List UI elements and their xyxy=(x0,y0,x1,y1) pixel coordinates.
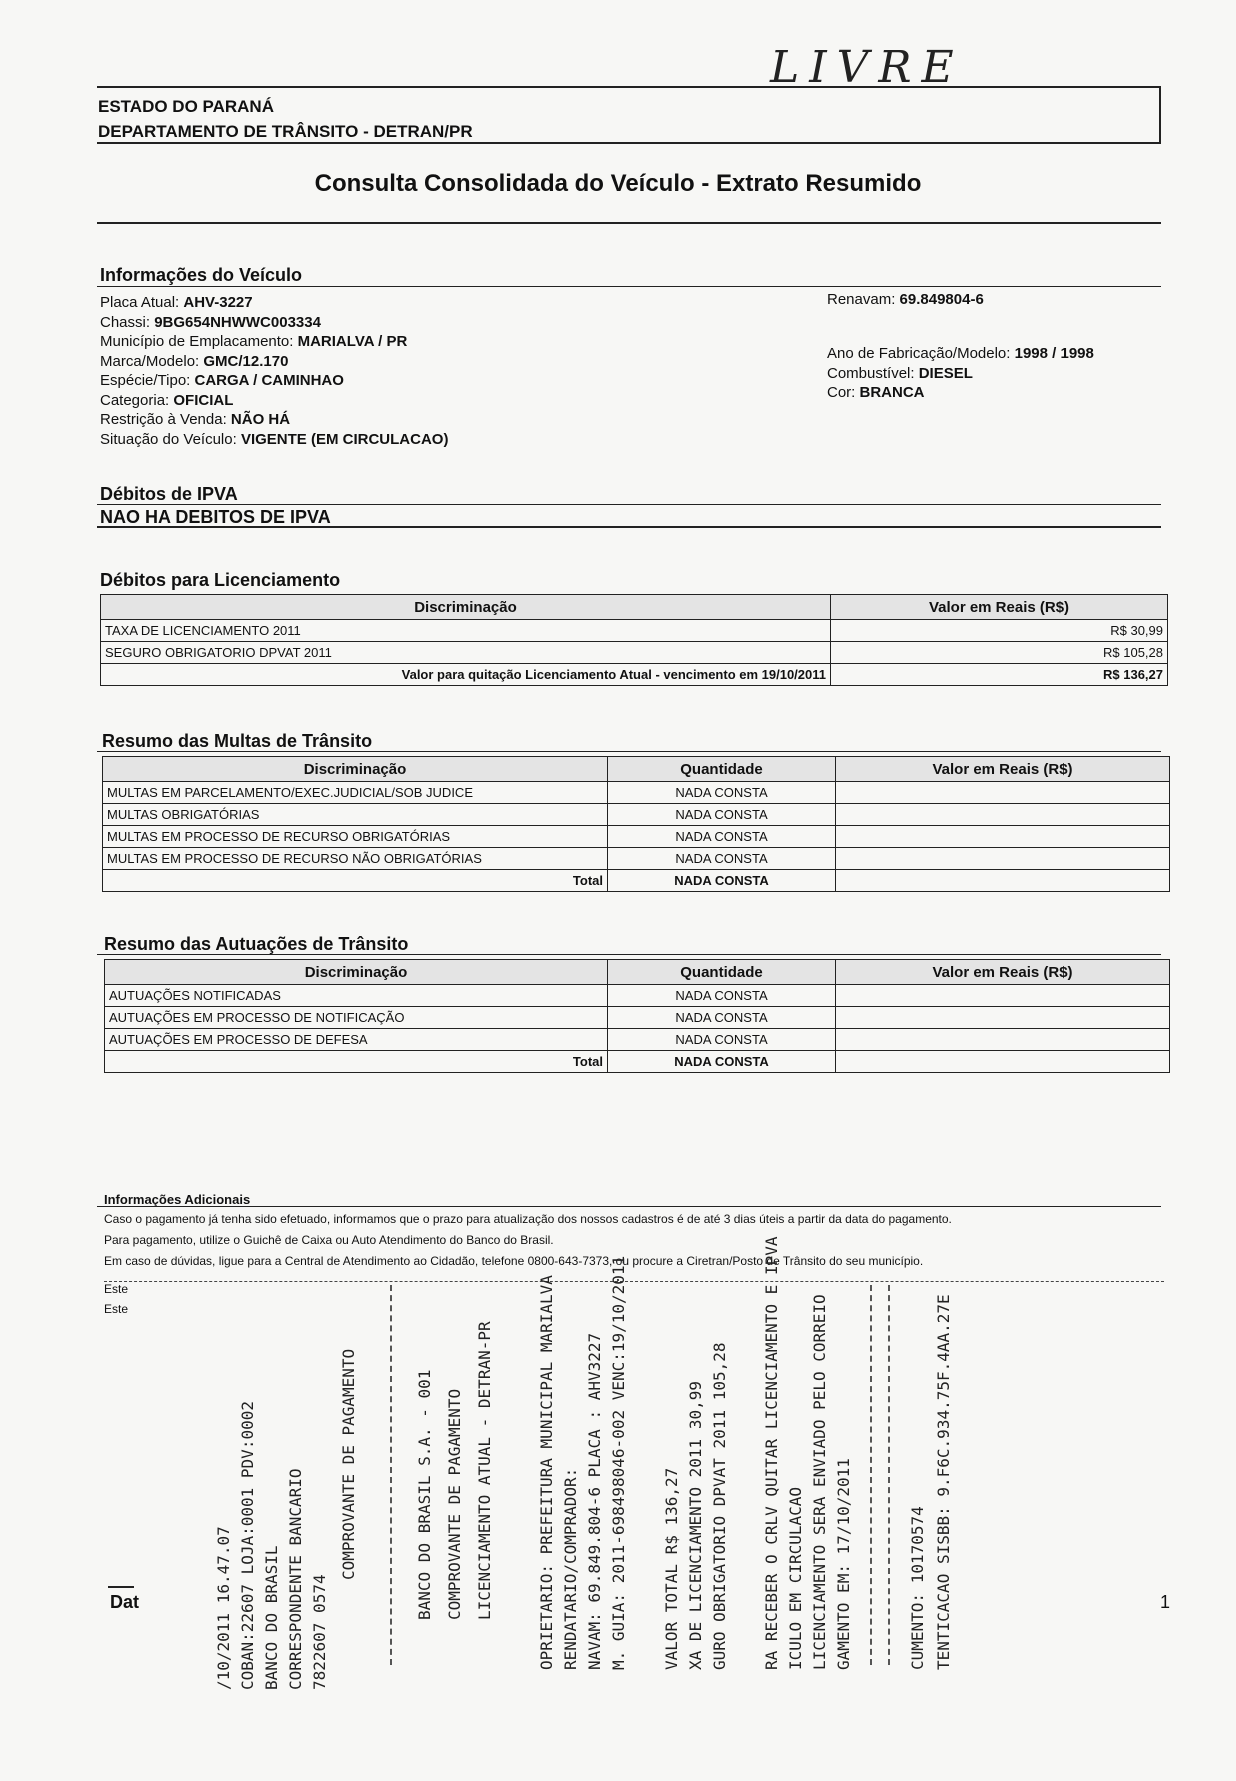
row-desc: MULTAS EM PROCESSO DE RECURSO OBRIGATÓRIAS xyxy=(103,826,608,848)
info-restricao xyxy=(100,410,448,430)
licenciamento-table xyxy=(100,594,1168,686)
row-desc: MULTAS EM PROCESSO DE RECURSO NÃO OBRIGATÓRIAS xyxy=(103,848,608,870)
row-desc: TAXA DE LICENCIAMENTO 2011 xyxy=(101,620,831,642)
dat-mark xyxy=(108,1586,134,1588)
table-row xyxy=(105,1029,1170,1051)
receipt-line: CORRESPONDENTE BANCARIO xyxy=(286,1468,305,1690)
col-discriminacao: Discriminação xyxy=(103,757,608,782)
info-value: GMC/12.170 xyxy=(203,352,289,370)
row-qty: NADA CONSTA xyxy=(608,804,836,826)
info-cor xyxy=(827,383,1094,403)
col-valor: Valor em Reais (R$) xyxy=(831,595,1168,620)
additional-line: Em caso de dúvidas, ligue para a Central de Atendimento ao Cidadão, telefone 0800-643-7373, ou procure a Ciretran/Posto de Trânsito do seu município. xyxy=(104,1254,924,1268)
page-title: Consulta Consolidada do Veículo - Extrato Resumido xyxy=(314,170,922,197)
receipt-col-3 xyxy=(410,1321,500,1620)
total-row xyxy=(103,870,1170,892)
info-label: Marca/Modelo: xyxy=(100,352,200,370)
info-combustivel xyxy=(827,364,1094,384)
autuacoes-divider xyxy=(97,954,1161,955)
autuacoes-section-title: Resumo das Autuações de Trânsito xyxy=(104,934,409,954)
info-label: Espécie/Tipo: xyxy=(100,372,191,389)
total-label: Valor para quitação Licenciamento Atual - vencimento em 19/10/2011 xyxy=(101,664,831,686)
info-value: OFICIAL xyxy=(173,391,234,409)
info-value: DIESEL xyxy=(918,364,973,382)
receipt-line: CUMENTO: 10170574 xyxy=(908,1506,927,1670)
col-valor: Valor em Reais (R$) xyxy=(836,960,1170,985)
receipt-line: 7822607 0574 xyxy=(310,1574,329,1690)
info-label: Categoria: xyxy=(100,391,170,409)
vehicle-info-right xyxy=(827,344,1094,403)
handwritten-note: LIVRE xyxy=(770,42,964,93)
info-chassi xyxy=(100,313,448,333)
row-desc: SEGURO OBRIGATORIO DPVAT 2011 xyxy=(101,642,831,664)
total-row xyxy=(105,1051,1170,1073)
row-value: R$ 30,99 xyxy=(831,620,1168,642)
info-label: Cor: xyxy=(827,384,856,401)
vehicle-divider xyxy=(97,286,1161,287)
receipt-line: M. GUIA: 2011-698498046-002 VENC:19/10/2011 xyxy=(609,1255,628,1670)
receipt-line: GURO OBRIGATORIO DPVAT 2011 105,28 xyxy=(710,1342,729,1670)
row-value xyxy=(836,826,1170,848)
additional-line: Para pagamento, utilize o Guichê de Caixa ou Auto Atendimento do Banco do Brasil. xyxy=(104,1233,554,1247)
info-label: Placa Atual: xyxy=(100,294,180,311)
row-qty: NADA CONSTA xyxy=(608,848,836,870)
total-qty: NADA CONSTA xyxy=(608,1051,836,1073)
row-desc: AUTUAÇÕES EM PROCESSO DE NOTIFICAÇÃO xyxy=(105,1007,608,1029)
total-value xyxy=(836,1051,1170,1073)
multas-table xyxy=(102,756,1170,892)
row-value xyxy=(836,1007,1170,1029)
row-value xyxy=(836,848,1170,870)
total-qty: NADA CONSTA xyxy=(608,870,836,892)
receipt-line: ICULO EM CIRCULACAO xyxy=(786,1486,805,1670)
info-marca xyxy=(100,352,448,372)
page-number: 1 xyxy=(1160,1592,1171,1612)
receipt-line: BANCO DO BRASIL xyxy=(262,1545,281,1690)
info-label: Município de Emplacamento: xyxy=(100,333,294,350)
info-label: Situação do Veículo: xyxy=(100,430,237,448)
receipt-line: RENDATARIO/COMPRADOR: xyxy=(561,1467,580,1670)
receipt-separator xyxy=(888,1285,890,1665)
table-row xyxy=(101,620,1168,642)
department-name: DEPARTAMENTO DE TRÂNSITO - DETRAN/PR xyxy=(98,122,473,141)
autuacoes-table xyxy=(104,959,1170,1073)
ipva-divider-top xyxy=(97,504,1161,505)
ipva-status: NAO HA DEBITOS DE IPVA xyxy=(100,507,331,527)
info-value: NÃO HÁ xyxy=(230,411,291,428)
col-discriminacao: Discriminação xyxy=(101,595,831,620)
receipt-line: XA DE LICENCIAMENTO 2011 30,99 xyxy=(686,1381,705,1670)
info-categoria xyxy=(100,391,448,411)
info-value: 1998 / 1998 xyxy=(1014,345,1094,362)
info-value: VIGENTE (EM CIRCULACAO) xyxy=(240,430,449,448)
col-quantidade: Quantidade xyxy=(608,960,836,985)
info-label: Ano de Fabricação/Modelo: xyxy=(827,345,1011,362)
table-row xyxy=(103,804,1170,826)
table-row xyxy=(103,826,1170,848)
ipva-section-title: Débitos de IPVA xyxy=(100,484,238,504)
licenciamento-section-title: Débitos para Licenciamento xyxy=(100,570,341,590)
row-desc: AUTUAÇÕES NOTIFICADAS xyxy=(105,985,608,1007)
additional-line: Caso o pagamento já tenha sido efetuado, informamos que o prazo para atualização dos nossos cadastros é de até 3 dias úteis a partir da data do pagamento. xyxy=(104,1212,952,1226)
total-value xyxy=(836,870,1170,892)
info-placa xyxy=(100,293,448,313)
receipt-divider xyxy=(104,1281,1164,1282)
info-value: AHV-3227 xyxy=(183,294,253,311)
col-quantidade: Quantidade xyxy=(608,757,836,782)
info-label: Combustível: xyxy=(827,364,915,382)
total-value: R$ 136,27 xyxy=(831,664,1168,686)
row-qty: NADA CONSTA xyxy=(608,826,836,848)
row-desc: AUTUAÇÕES EM PROCESSO DE DEFESA xyxy=(105,1029,608,1051)
receipt-col-5 xyxy=(660,1342,732,1670)
row-value xyxy=(836,782,1170,804)
info-situacao xyxy=(100,430,448,450)
row-desc: MULTAS OBRIGATÓRIAS xyxy=(103,804,608,826)
table-row xyxy=(105,1007,1170,1029)
info-renavam xyxy=(827,290,984,310)
receipt-line: NAVAM: 69.849.804-6 PLACA : AHV3227 xyxy=(585,1332,604,1670)
info-municipio xyxy=(100,332,448,352)
receipt-separator xyxy=(870,1285,872,1665)
receipt-line: COBAN:22607 LOJA:0001 PDV:0002 xyxy=(238,1401,257,1690)
receipt-line: BANCO DO BRASIL S.A. - 001 xyxy=(415,1369,434,1620)
info-value: CARGA / CAMINHAO xyxy=(194,372,344,389)
table-row xyxy=(101,642,1168,664)
receipt-line: COMPROVANTE DE PAGAMENTO xyxy=(445,1388,464,1620)
vehicle-section-title: Informações do Veículo xyxy=(100,265,303,285)
table-row xyxy=(105,985,1170,1007)
receipt-col-6 xyxy=(760,1237,856,1670)
receipt-line: TENTICACAO SISBB: 9.F6C.934.75F.4AA.27E xyxy=(934,1294,953,1670)
info-especie xyxy=(100,371,448,391)
info-label: Chassi: xyxy=(100,313,151,331)
multas-section-title: Resumo das Multas de Trânsito xyxy=(102,731,373,751)
receipt-col-1 xyxy=(212,1401,332,1690)
col-discriminacao: Discriminação xyxy=(105,960,608,985)
receipt-col-2 xyxy=(337,1349,361,1580)
info-label: Renavam: xyxy=(827,291,896,308)
state-name: ESTADO DO PARANÁ xyxy=(98,97,274,116)
receipt-col-7 xyxy=(905,1294,957,1670)
este-label-1: Este xyxy=(104,1282,129,1296)
total-label: Total xyxy=(103,870,608,892)
row-qty: NADA CONSTA xyxy=(608,782,836,804)
receipt-line: LICENCIAMENTO SERA ENVIADO PELO CORREIO xyxy=(810,1294,829,1670)
table-header-row xyxy=(101,595,1168,620)
table-header-row xyxy=(103,757,1170,782)
receipt-line: OPRIETARIO: PREFEITURA MUNICIPAL MARIALVA xyxy=(537,1275,556,1670)
multas-divider xyxy=(97,751,1161,752)
row-value xyxy=(836,804,1170,826)
row-desc: MULTAS EM PARCELAMENTO/EXEC.JUDICIAL/SOB JUDICE xyxy=(103,782,608,804)
total-row xyxy=(101,664,1168,686)
info-label: Restrição à Venda: xyxy=(100,411,227,428)
additional-divider xyxy=(97,1206,1161,1207)
receipt-line: /10/2011 16.47.07 xyxy=(214,1526,233,1690)
receipt-line: RA RECEBER O CRLV QUITAR LICENCIAMENTO E IPVA xyxy=(762,1236,781,1670)
row-qty: NADA CONSTA xyxy=(608,1029,836,1051)
row-value xyxy=(836,985,1170,1007)
ipva-divider-bottom xyxy=(97,526,1161,528)
row-value: R$ 105,28 xyxy=(831,642,1168,664)
info-value: MARIALVA / PR xyxy=(297,333,408,350)
info-value: BRANCA xyxy=(859,384,925,401)
table-header-row xyxy=(105,960,1170,985)
receipt-line: GAMENTO EM: 17/10/2011 xyxy=(834,1458,853,1670)
receipt-line: VALOR TOTAL R$ 136,27 xyxy=(662,1467,681,1670)
receipt-line: COMPROVANTE DE PAGAMENTO xyxy=(339,1348,358,1580)
row-qty: NADA CONSTA xyxy=(608,1007,836,1029)
additional-section-title: Informações Adicionais xyxy=(104,1192,251,1207)
row-value xyxy=(836,1029,1170,1051)
table-row xyxy=(103,782,1170,804)
receipt-col-4 xyxy=(535,1256,631,1670)
title-divider xyxy=(97,222,1161,224)
dat-label: Dat xyxy=(110,1592,140,1612)
info-value: 69.849804-6 xyxy=(899,291,984,308)
additional-text xyxy=(104,1209,1164,1272)
receipt-line: LICENCIAMENTO ATUAL - DETRAN-PR xyxy=(475,1321,494,1620)
info-ano xyxy=(827,344,1094,364)
col-valor: Valor em Reais (R$) xyxy=(836,757,1170,782)
row-qty: NADA CONSTA xyxy=(608,985,836,1007)
info-value: 9BG654NHWWC003334 xyxy=(154,313,321,331)
total-label: Total xyxy=(105,1051,608,1073)
vehicle-info-left xyxy=(100,293,448,449)
receipt-separator xyxy=(390,1285,392,1665)
table-row xyxy=(103,848,1170,870)
este-label-2: Este xyxy=(104,1302,129,1316)
